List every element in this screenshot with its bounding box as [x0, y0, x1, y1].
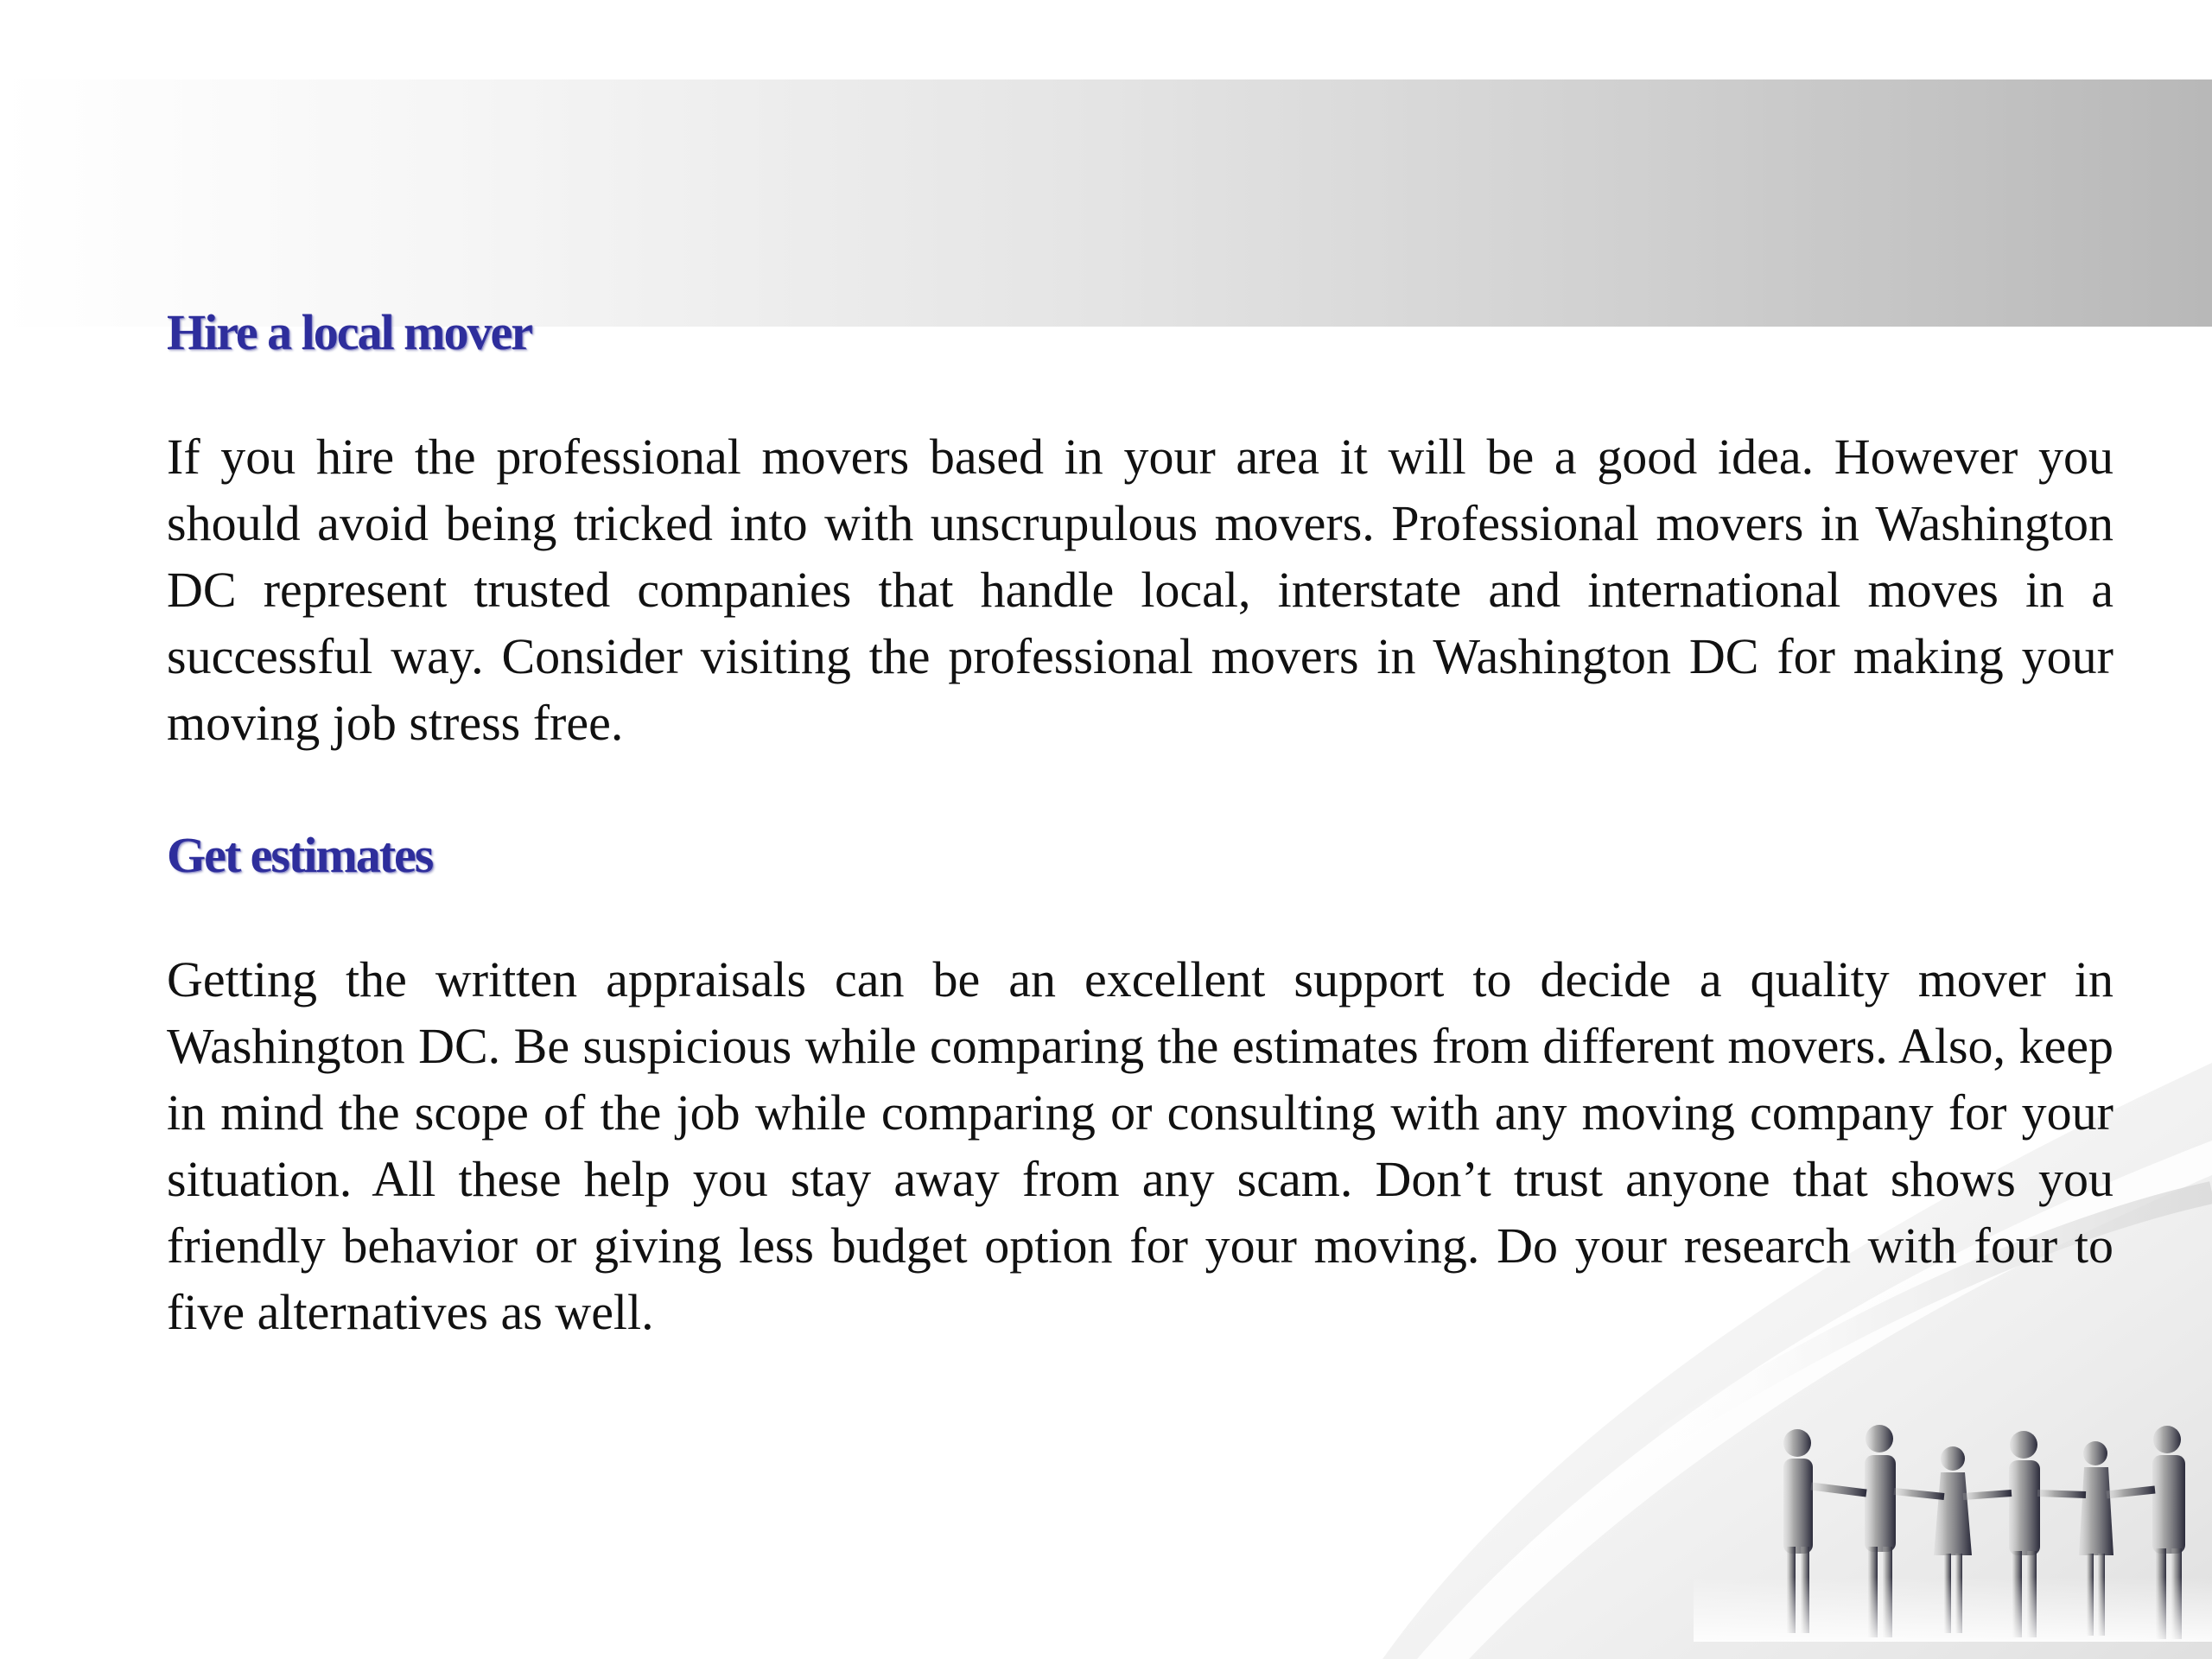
- section-heading-get-estimates: Get estimates: [167, 827, 433, 883]
- section-body-hire-local-mover: If you hire the professional movers based in your area it will be a good idea. However you should avoid being tricked into with unscrupulous movers. Professional movers in Washington DC represent trusted companies that handle local, interstate and international moves in a successful way. Consider visiting the professional movers in Washington DC for making your moving job stress free.: [167, 429, 2113, 751]
- section-body-get-estimates: Getting the written appraisals can be an excellent support to decide a quality mover in Washington DC. Be suspicious while comparing the estimates from different movers. Also, keep in mind the scope of the job while comparing or consulting with any moving company for your situation. All these help you stay away from any scam. Don’t trust anyone that shows you friendly behavior or giving less budget option for your moving. Do your research with four to five alternatives as well.: [167, 951, 2113, 1340]
- content-area: [167, 294, 2113, 1345]
- section-heading-hire-local-mover: Hire a local mover: [167, 304, 531, 360]
- people-holding-hands-icon: [1694, 1382, 2212, 1642]
